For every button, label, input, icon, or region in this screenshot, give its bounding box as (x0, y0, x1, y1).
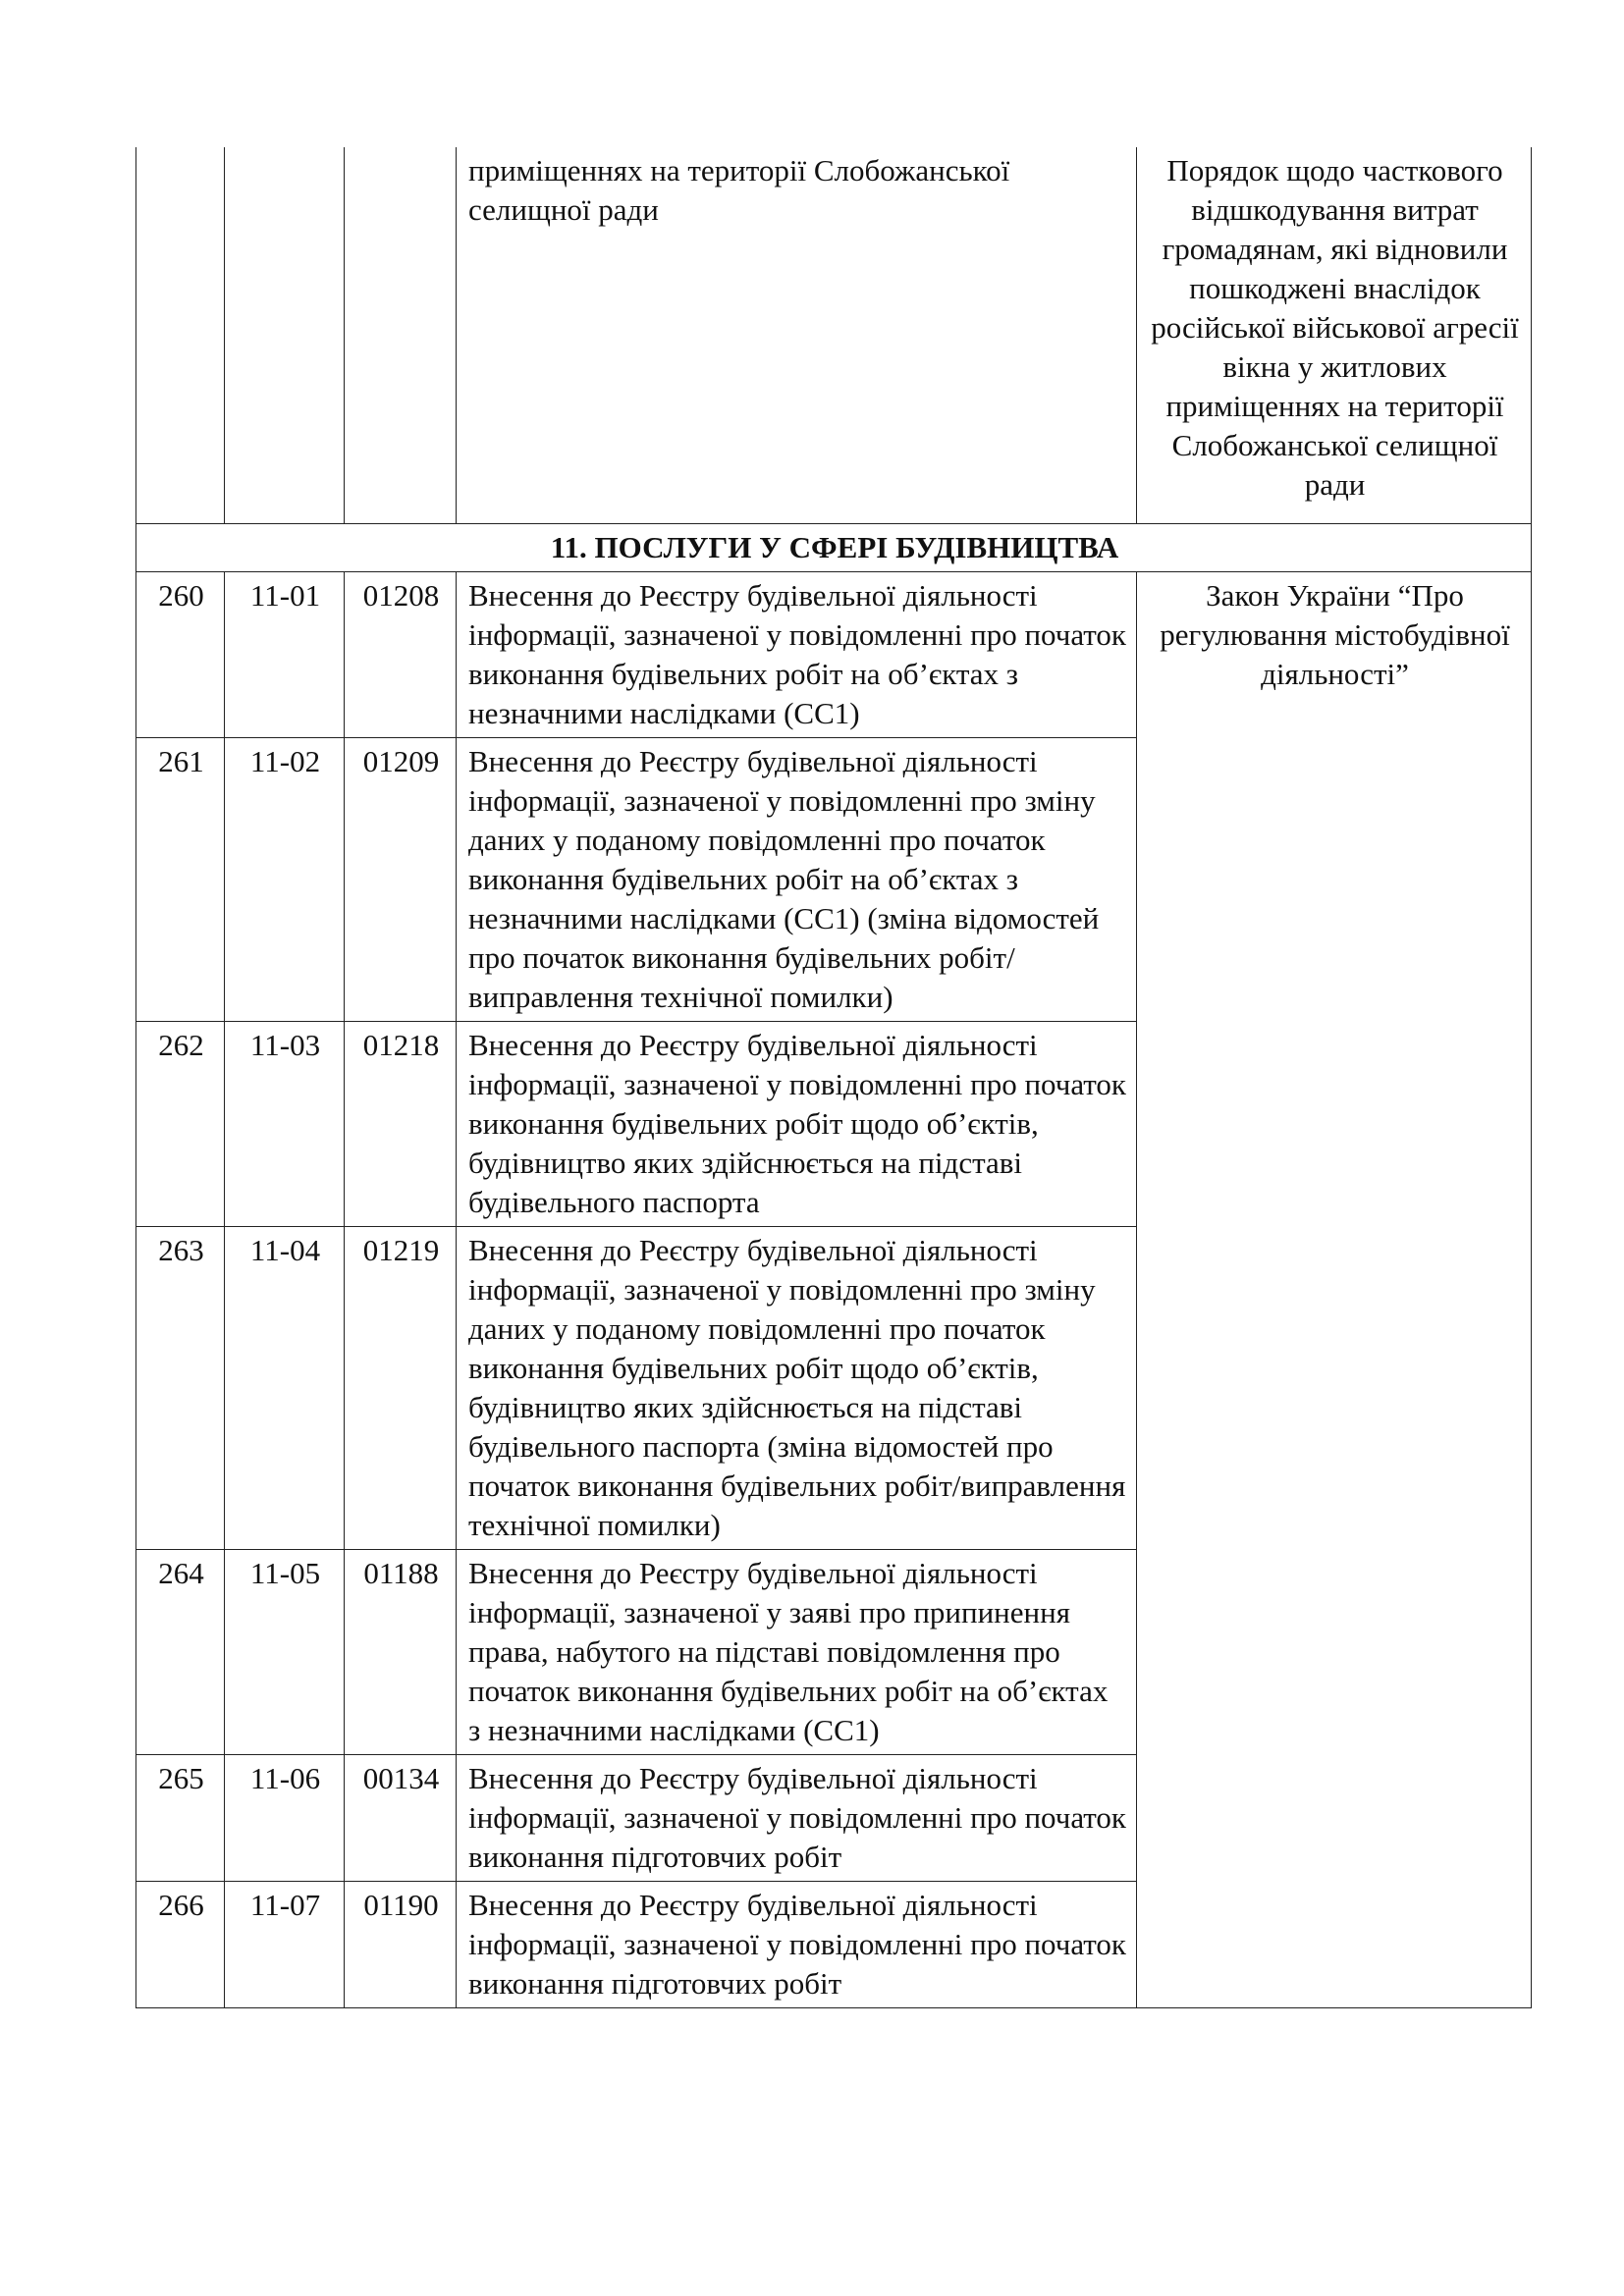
row-description: Внесення до Реєстру будівельної діяльності інформації, зазначеної у повідомленні про початок виконання будівельних робіт на об’єктах з незначними наслідками (СС1) (457, 571, 1137, 737)
row-service-code: 00134 (345, 1754, 457, 1881)
row-description: Внесення до Реєстру будівельної діяльності інформації, зазначеної у повідомленні про початок виконання будівельних робіт щодо об’єктів, будівництво яких здійснюється на підставі будівельного паспорта (457, 1021, 1137, 1226)
row-number: 266 (136, 1881, 225, 2007)
row-subnumber: 11-02 (225, 737, 345, 1021)
row-service-code: 01219 (345, 1226, 457, 1549)
row-service-code: 01209 (345, 737, 457, 1021)
services-table (135, 147, 1532, 2008)
continuation-row (136, 147, 1532, 523)
row-description: Внесення до Реєстру будівельної діяльності інформації, зазначеної у повідомленні про зміну даних у поданому повідомленні про початок виконання будівельних робіт щодо об’єктів, будівництво яких здійснюється на підставі будівельного паспорта (зміна відомостей про початок виконання будівельних робіт/виправлення технічної помилки) (457, 1226, 1137, 1549)
table-row (136, 571, 1532, 737)
row-service-code: 01188 (345, 1549, 457, 1754)
continuation-code-cell (345, 147, 457, 523)
section-row (136, 523, 1532, 571)
continuation-description: приміщеннях на території Слобожанської селищної ради (457, 147, 1137, 523)
row-number: 264 (136, 1549, 225, 1754)
services-table-body (136, 147, 1532, 2007)
row-subnumber: 11-05 (225, 1549, 345, 1754)
row-subnumber: 11-06 (225, 1754, 345, 1881)
row-number: 263 (136, 1226, 225, 1549)
section-title: 11. ПОСЛУГИ У СФЕРІ БУДІВНИЦТВА (136, 523, 1532, 571)
row-subnumber: 11-01 (225, 571, 345, 737)
row-description: Внесення до Реєстру будівельної діяльності інформації, зазначеної у повідомленні про початок виконання підготовчих робіт (457, 1881, 1137, 2007)
row-description: Внесення до Реєстру будівельної діяльності інформації, зазначеної у заяві про припинення права, набутого на підставі повідомлення про початок виконання будівельних робіт на об’єктах з незначними наслідками (СС1) (457, 1549, 1137, 1754)
continuation-sub-cell (225, 147, 345, 523)
continuation-num-cell (136, 147, 225, 523)
row-description: Внесення до Реєстру будівельної діяльності інформації, зазначеної у повідомленні про початок виконання підготовчих робіт (457, 1754, 1137, 1881)
row-description: Внесення до Реєстру будівельної діяльності інформації, зазначеної у повідомленні про зміну даних у поданому повідомленні про початок виконання будівельних робіт на об’єктах з незначними наслідками (СС1) (зміна відомостей про початок виконання будівельних робіт/виправлення технічної помилки) (457, 737, 1137, 1021)
row-subnumber: 11-03 (225, 1021, 345, 1226)
row-subnumber: 11-04 (225, 1226, 345, 1549)
row-number: 262 (136, 1021, 225, 1226)
row-number: 260 (136, 571, 225, 737)
row-service-code: 01190 (345, 1881, 457, 2007)
shared-legal-basis: Закон України “Про регулювання містобудівної діяльності” (1137, 571, 1532, 2007)
row-number: 265 (136, 1754, 225, 1881)
continuation-basis: Порядок щодо часткового відшкодування витрат громадянам, які відновили пошкоджені внаслідок російської військової агресії вікна у житлових приміщеннях на території Слобожанської селищної ради (1137, 147, 1532, 523)
row-service-code: 01218 (345, 1021, 457, 1226)
row-service-code: 01208 (345, 571, 457, 737)
row-number: 261 (136, 737, 225, 1021)
row-subnumber: 11-07 (225, 1881, 345, 2007)
